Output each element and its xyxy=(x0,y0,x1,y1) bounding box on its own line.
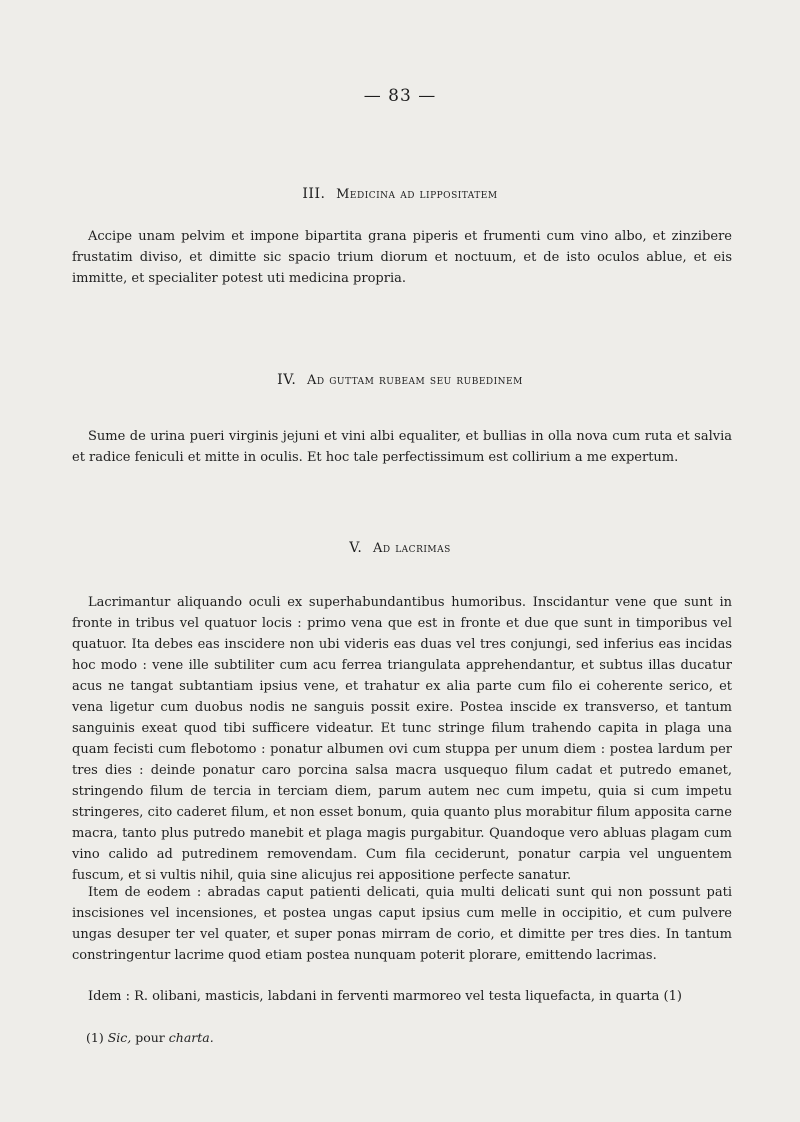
section-numeral: IV. xyxy=(277,372,297,388)
paragraph: Sume de urina pueri virginis jejuni et vini albi equaliter, et bullias in olla nova cum ruta et salvia et radice feniculi et mitte in oculis. Et hoc tale perfectissimum est collirium a me expertum. xyxy=(72,429,732,465)
section-title: Ad lacrimas xyxy=(372,541,451,556)
section-heading-v xyxy=(0,540,800,556)
section-heading-iii xyxy=(0,186,800,202)
section-heading-iv xyxy=(0,372,800,388)
section-title: Ad guttam rubeam seu rubedinem xyxy=(306,373,523,388)
paragraph: Idem : R. olibani, masticis, labdani in ferventi marmoreo vel testa liquefacta, in quarta (1) xyxy=(88,989,682,1004)
page-number: — 83 — xyxy=(363,86,437,106)
footnote xyxy=(86,1030,214,1045)
section-title: Medicina ad lippositatem xyxy=(336,187,498,202)
paragraph: Item de eodem : abradas caput patienti delicati, quia multi delicati sunt qui non possunt pati inscisiones vel incensiones, et postea ungas caput ipsius cum melle in occipitio, et cum pulvere ungas desuper ter vel quater, et super ponas mirram de corio, et dimitte per tres dies. In tantum constringentur lacrime quod etiam postea nunquam poterit plorare, emittendo lacrimas. xyxy=(72,885,732,963)
paragraph: Accipe unam pelvim et impone bipartita grana piperis et frumenti cum vino albo, et zinzibere frustatim diviso, et dimitte sic spacio trium diorum et noctuum, et de isto oculos ablue, et eis immitte, et specialiter potest uti medicina propria. xyxy=(72,229,732,286)
section-numeral: III. xyxy=(302,186,326,202)
footnote-italic: Sic, xyxy=(107,1030,132,1045)
footnote-text: pour xyxy=(135,1030,165,1045)
footnote-italic-2: charta. xyxy=(168,1030,214,1045)
section-numeral: V. xyxy=(349,540,363,556)
footnote-marker: (1) xyxy=(86,1030,104,1045)
paragraph: Lacrimantur aliquando oculi ex superhabundantibus humoribus. Inscidantur vene que sunt in fronte in tribus vel quatuor locis : primo vena que est in fronte et due que sunt in timporibus vel quatuor. Ita debes eas inscidere non ubi videris eas duas vel tres conjungi, sed inferius eas incidas hoc modo : vene ille subtiliter cum acu ferrea triangulata apprehendantur, et subtus illas ducatur acus ne tangat subtantiam ipsius vene, et trahatur ex alia parte cum filo ei coherente serico, et vena ligetur cum duobus nodis ne sanguis possit exire. Postea inscide ex transverso, et tantum sanguinis exeat quod tibi sufficere videatur. Et tunc stringe filum trahendo capita in plaga una quam fecisti cum flebotomo : ponatur albumen ovi cum stuppa per unum diem : postea lardum per tres dies : deinde ponatur caro porcina salsa macra usquequo filum cadat et putredo emanet, stringendo filum de tercia in terciam diem, parum autem nec cum impetu, quia si cum impetu stringeres, cito caderet filum, et non esset bonum, quia quanto plus morabitur filum apposita carne macra, tanto plus putredo manebit et plaga magis purgabitur. Quandoque vero abluas plagam cum vino calido ad putredinem removendam. Cum fila ceciderunt, ponatur carpia vel unguentem fuscum, et si vultis nihil, quia sine alicujus rei appositione perfecte sanatur. xyxy=(72,595,732,883)
